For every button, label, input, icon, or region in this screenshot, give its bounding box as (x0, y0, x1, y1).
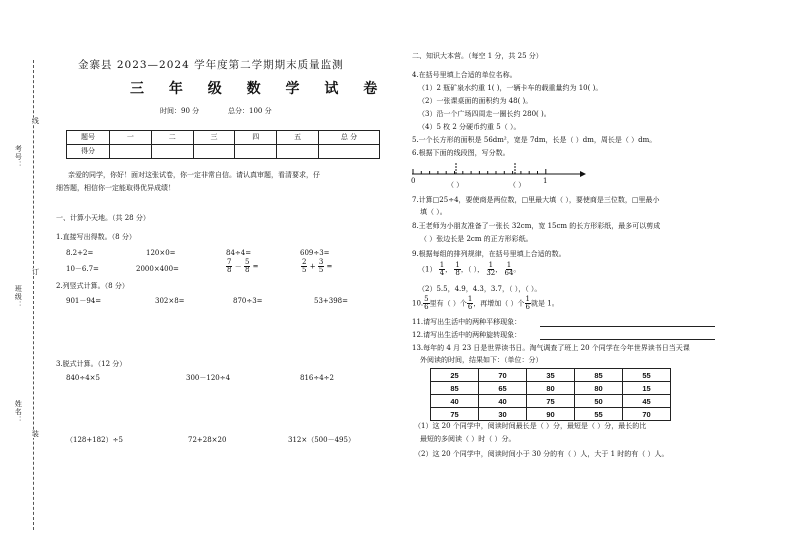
q2-item: 53+398= (314, 297, 348, 305)
binding-dash-line (33, 60, 34, 530)
table-cell: 40 (479, 395, 527, 408)
number-line-one: 1 (543, 177, 548, 185)
q3-item: 312×（500－495） (288, 436, 355, 444)
q2-item: 302×8= (155, 297, 185, 305)
number-line-zero: 0 (411, 177, 416, 185)
score-cell[interactable] (151, 145, 193, 159)
table-row (431, 382, 671, 395)
q3-item: 300－120÷4 (186, 374, 231, 382)
intro-line-1: 亲爱的同学，你好！面对这张试卷，你一定非常自信。请认真审题，看清要求，仔 (68, 171, 320, 179)
q3-item: 840÷4×5 (66, 374, 100, 382)
score-head-2: 二 (151, 131, 193, 145)
score-head-0: 题号 (67, 131, 110, 145)
table-cell: 50 (575, 395, 623, 408)
q12-answer-line[interactable] (540, 339, 715, 340)
table-cell: 55 (575, 408, 623, 421)
q2-title: 2.列竖式计算。（8 分） (56, 282, 129, 290)
score-head-1: 一 (110, 131, 152, 145)
table-cell: 80 (527, 382, 575, 395)
q3-title: 3.脱式计算。（12 分） (56, 360, 127, 368)
score-head-total: 总 分 (319, 131, 380, 145)
q7-line-1: 7.计算□25÷4，要使商是两位数，□里最大填（ ），要使商是三位数，□里最小 (412, 196, 660, 204)
line-mark: 线 (31, 117, 40, 125)
q2-item: 870÷3= (233, 297, 263, 305)
q4-title: 4.在括号里填上合适的单位名称。 (412, 71, 517, 79)
time-label: 时间：90 分 (160, 107, 200, 115)
intro-line-2: 细答题，相信你一定能取得优异成绩！ (56, 184, 175, 192)
table-cell: 15 (623, 382, 671, 395)
seat-label: 考号： (14, 145, 23, 169)
q10: 10. $\frac{5}{6}$ 里有（ ）个 $\frac{1}{6}$ ，再增加（ ）个 $\frac{1}{6}$ 就是 1。 (412, 295, 559, 311)
table-cell: 65 (479, 382, 527, 395)
q9-title: 9.根据每组的排列规律，在括号里填上合适的数。 (412, 250, 566, 258)
score-row-label: 得分 (67, 145, 110, 159)
q8-line-2: （ ）张边长是 2cm 的正方形彩纸。 (420, 235, 533, 243)
table-cell: 45 (623, 395, 671, 408)
number-line-arrow (580, 171, 586, 177)
table-cell: 30 (479, 408, 527, 421)
name-label: 姓名： (14, 400, 23, 424)
table-cell: 80 (575, 382, 623, 395)
number-line-diagram (410, 160, 590, 194)
q13-2: （2）这 20 个同学中，阅读时间小于 30 分的有（ ）人，大于 1 时的有（ ）人。 (414, 450, 669, 458)
score-head-5: 五 (277, 131, 319, 145)
q1-fraction-expr-1: $\frac{7}{8}$ － $\frac{5}{8}$ = (227, 258, 259, 274)
score-cell[interactable] (193, 145, 235, 159)
score-cell[interactable] (319, 145, 380, 159)
q13-line-1: 13.每年的 4 月 23 日是世界读书日。淘气调查了班上 20 个同学在今年世界读书日当天课 (412, 344, 690, 352)
class-label: 班级： (14, 285, 23, 309)
q1-fraction-expr-2: $\frac{2}{5}$ + $\frac{3}{5}$ = (302, 258, 333, 274)
bind-mark: 装 (31, 430, 40, 438)
table-cell: 90 (527, 408, 575, 421)
table-cell: 55 (623, 369, 671, 382)
table-cell: 25 (431, 369, 479, 382)
table-cell: 70 (479, 369, 527, 382)
score-head-3: 三 (193, 131, 235, 145)
section1-title: 一、计算小天地。（共 28 分） (56, 214, 150, 222)
table-cell: 40 (431, 395, 479, 408)
q13-line-2: 外阅读的时间，结果如下：（单位：分） (420, 356, 543, 364)
number-line-paren-2[interactable]: （ ） (509, 181, 526, 189)
table-cell: 70 (623, 408, 671, 421)
exam-title: 金寨县 2023—2024 学年度第二学期期末质量监测 (78, 59, 344, 71)
score-cell[interactable] (277, 145, 319, 159)
q5: 5.一个长方形的面积是 56dm²，宽是 7dm，长是（ ）dm，周长是（ ）dm。 (412, 136, 657, 144)
table-cell: 85 (431, 382, 479, 395)
number-line-paren-1[interactable]: （ ） (447, 181, 464, 189)
q1-item: 8.2+2= (66, 249, 94, 257)
table-row (431, 408, 671, 421)
table-row (431, 369, 671, 382)
q3-item: 72+28×20 (188, 436, 227, 444)
q3-item: （128+182）÷5 (66, 436, 123, 444)
q7-line-2: 填（ ）。 (420, 208, 447, 216)
table-cell: 85 (575, 369, 623, 382)
reading-time-table (430, 368, 671, 421)
score-cell[interactable] (110, 145, 152, 159)
q13-1-line-2: 最短的多阅读（ ）时（ ）分。 (420, 435, 516, 443)
subject-title: 三 年 级 数 学 试 卷 (130, 81, 388, 97)
q1-item: 609÷3= (300, 249, 330, 257)
q2-item: 901－94= (66, 297, 102, 305)
q9-2: （2）5.5，4.9，4.3，3.7，（ ），（ ）。 (418, 285, 542, 293)
q4-3: （3）沿一个广场四周走一圈长约 280( )。 (418, 110, 551, 118)
q4-4: （4）5 枚 2 分硬币约重 5（ ）。 (418, 123, 521, 131)
number-line-ticks (413, 163, 546, 174)
table-cell: 35 (527, 369, 575, 382)
score-head-4: 四 (235, 131, 277, 145)
score-table (66, 130, 380, 159)
table-cell: 75 (527, 395, 575, 408)
q6-title: 6.根据下面的线段图，写分数。 (412, 149, 510, 157)
table-cell: 75 (431, 408, 479, 421)
q13-1-line-1: （1）这 20 个同学中，阅读时间最长是（ ）分，最短是（ ）分，最长的比 (414, 422, 647, 430)
q11-answer-line[interactable] (540, 326, 715, 327)
score-total-label: 总分：100 分 (228, 107, 272, 115)
seal-mark: 订 (31, 268, 40, 276)
q4-1: （1）2 瓶矿泉水约重 1( )，一辆卡车的载重量约为 10( )。 (418, 84, 603, 92)
q8-line-1: 8.王老师为小朋友准备了一张长 32cm，宽 15cm 的长方形彩纸，最多可以剪成 (412, 222, 661, 230)
q3-item: 816÷4÷2 (300, 374, 334, 382)
q1-item: 84÷4= (226, 249, 252, 257)
q1-title: 1.直接写出得数。（8 分） (56, 233, 136, 241)
q11: 11.请写出生活中的两种平移现象： (412, 318, 522, 326)
q1-item: 2000×400= (136, 265, 179, 273)
q1-item: 10－6.7= (66, 265, 99, 273)
q4-2: （2）一张课桌面的面积约为 48( )。 (418, 97, 533, 105)
section2-title: 二、知识大本营。（每空 1 分，共 25 分） (412, 52, 543, 60)
q12: 12.请写出生活中的两种旋转现象： (412, 331, 522, 339)
q9-1: （1） $\frac{1}{4}$ ， $\frac{1}{8}$ ，（ ）， $\frac{1}{32}$ ， $\frac{1}{64}$ 。 (418, 261, 521, 277)
q1-item: 120×0= (146, 249, 176, 257)
table-row (431, 395, 671, 408)
score-cell[interactable] (235, 145, 277, 159)
